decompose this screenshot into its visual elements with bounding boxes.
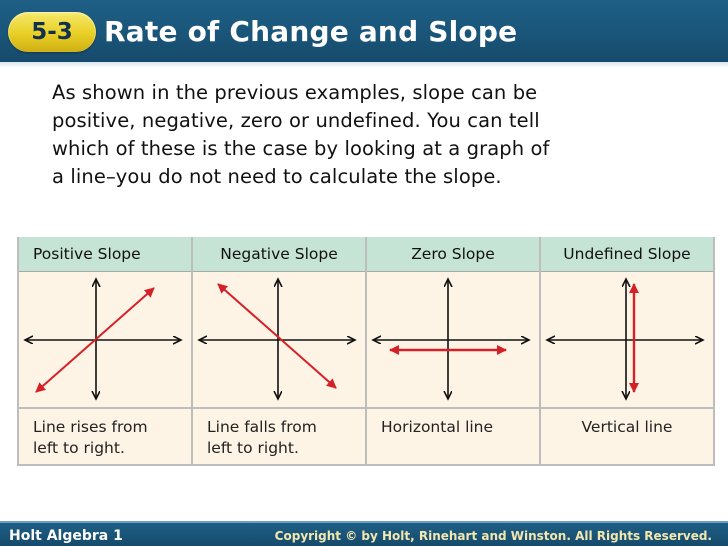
desc-line: Vertical line bbox=[581, 418, 673, 436]
positive-slope-graph bbox=[20, 274, 190, 404]
negative-slope-graph bbox=[194, 274, 364, 404]
graph-cell-zero bbox=[366, 271, 540, 408]
desc-line: left to right. bbox=[33, 439, 125, 457]
footer-course: Holt Algebra 1 bbox=[9, 528, 123, 544]
intro-line: As shown in the previous examples, slope can be bbox=[52, 81, 538, 104]
table-header-row bbox=[18, 237, 714, 271]
header-undefined-slope: Undefined Slope bbox=[540, 237, 714, 271]
header-stripe bbox=[0, 62, 728, 68]
intro-line: which of these is the case by looking at a graph of bbox=[52, 137, 550, 160]
desc-line: left to right. bbox=[207, 439, 299, 457]
zero-slope-graph bbox=[368, 274, 538, 404]
table-description-row bbox=[18, 408, 714, 465]
desc-line: Horizontal line bbox=[381, 418, 494, 436]
lesson-badge: 5-3 bbox=[8, 12, 96, 52]
slide-title: Rate of Change and Slope bbox=[104, 15, 518, 48]
graph-cell-undefined bbox=[540, 271, 714, 408]
desc-negative-slope bbox=[192, 408, 366, 465]
slide-header bbox=[0, 0, 728, 62]
intro-paragraph bbox=[52, 79, 692, 191]
undefined-slope-graph bbox=[542, 274, 712, 404]
header-negative-slope: Negative Slope bbox=[192, 237, 366, 271]
slope-types-table bbox=[17, 237, 715, 466]
negative-slope-line bbox=[218, 284, 336, 388]
desc-line: Line rises from bbox=[33, 418, 148, 436]
intro-line: a line–you do not need to calculate the slope. bbox=[52, 165, 502, 188]
header-positive-slope: Positive Slope bbox=[18, 237, 192, 271]
table-graph-row bbox=[18, 271, 714, 408]
graph-cell-negative bbox=[192, 271, 366, 408]
graph-cell-positive bbox=[18, 271, 192, 408]
footer-copyright: Copyright © by Holt, Rinehart and Winston. All Rights Reserved. bbox=[274, 529, 712, 543]
header-zero-slope: Zero Slope bbox=[366, 237, 540, 271]
desc-positive-slope bbox=[18, 408, 192, 465]
intro-line: positive, negative, zero or undefined. You can tell bbox=[52, 109, 540, 132]
desc-undefined-slope bbox=[540, 408, 714, 465]
desc-line: Line falls from bbox=[207, 418, 317, 436]
desc-zero-slope bbox=[366, 408, 540, 465]
slide-footer bbox=[0, 521, 728, 546]
